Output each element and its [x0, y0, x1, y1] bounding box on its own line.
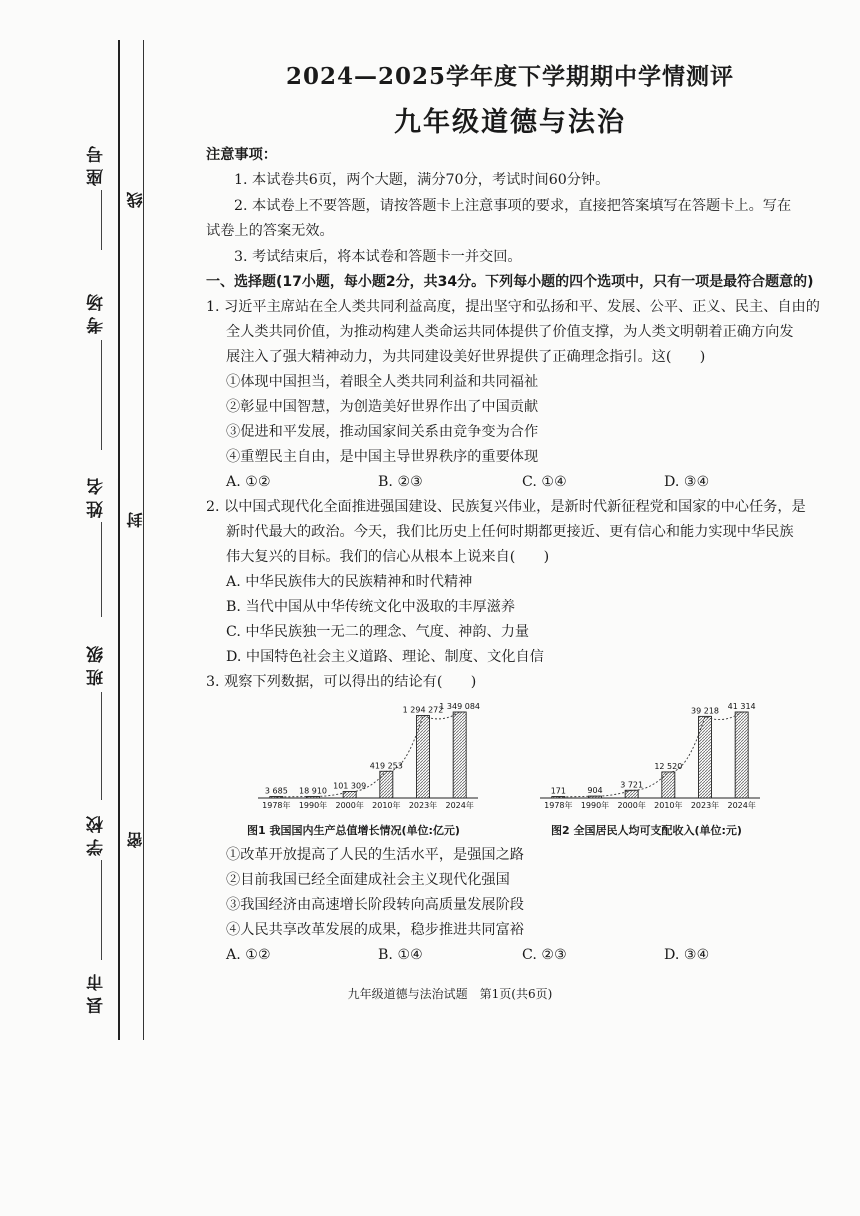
notice-item-2-cont: 试卷上的答案无效。 — [206, 223, 334, 239]
chart-2-category-label-0: 1978年 — [544, 801, 573, 810]
chart-gdp-caption: 图1 我国国内生产总值增长情况(单位:亿元) — [247, 824, 460, 837]
chart-2-value-label-3: 12 520 — [654, 761, 683, 771]
q1-stem-line-3: 展注入了强大精神动力，为共同建设美好世界提供了正确理念指引。这( ) — [226, 349, 706, 365]
chart-2-category-label-5: 2024年 — [727, 801, 756, 810]
q2-option-c: C. 中华民族独一无二的理念、气度、神韵、力量 — [226, 624, 530, 640]
chart-2-bar-3 — [662, 772, 675, 798]
q1-stem-line-1: 1. 习近平主席站在全人类共同利益高度，提出坚守和弘扬和平、发展、公平、正义、民主、自由的 — [206, 299, 820, 315]
name-blank — [101, 522, 102, 617]
exam-room-blank — [101, 340, 102, 450]
chart-1-category-label-1: 1990年 — [298, 801, 328, 810]
q2-stem-line-2: 新时代最大的政治。今天，我们比历史上任何时期都更接近、更有信心和能力实现中华民族 — [226, 524, 794, 540]
seal-char-line: 线 — [126, 192, 145, 208]
notice-item-2: 2. 本试卷上不要答题，请按答题卡上注意事项的要求，直接把答案填写在答题卡上。写在 — [234, 198, 792, 214]
q1-statement-1: ①体现中国担当，着眼全人类共同利益和共同福祉 — [226, 374, 539, 390]
q1-statement-2: ②彰显中国智慧，为创造美好世界作出了中国贡献 — [226, 399, 539, 415]
seat-number-blank — [101, 190, 102, 250]
class-label: 班级 — [87, 640, 107, 686]
seat-number-label: 座号 — [87, 140, 107, 186]
chart-2-category-label-4: 2023年 — [690, 801, 720, 810]
q2-stem-line-3: 伟大复兴的目标。我们的信心从根本上说来自( ) — [226, 549, 550, 565]
chart-2-value-label-1: 904 — [587, 786, 603, 796]
q1-statement-4: ④重塑民主自由，是中国主导世界秩序的重要体现 — [226, 449, 539, 465]
chart-2-value-label-0: 171 — [550, 786, 566, 796]
chart-2-bar-5 — [735, 712, 748, 798]
q1-statement-3: ③促进和平发展，推动国家间关系由竞争变为合作 — [226, 424, 539, 440]
q3-statement-1: ①改革开放提高了人民的生活水平，是强国之路 — [226, 847, 524, 863]
q3-statement-3: ③我国经济由高速增长阶段转向高质量发展阶段 — [226, 897, 524, 913]
chart-gdp — [258, 700, 481, 816]
notice-item-1: 1. 本试卷共6页，两个大题，满分70分，考试时间60分钟。 — [234, 172, 610, 188]
chart-1-value-label-4: 1 294 272 — [402, 705, 444, 715]
exam-subject: 九年级道德与法治 — [394, 107, 626, 138]
q1-option-d: D. ③④ — [664, 474, 710, 490]
chart-gdp-svg — [258, 700, 481, 812]
chart-2-trend-line — [558, 712, 741, 797]
q1-option-c: C. ①④ — [522, 474, 567, 490]
chart-1-category-label-5: 2024年 — [445, 801, 474, 810]
chart-2-category-label-1: 1990年 — [580, 801, 610, 810]
chart-2-category-label-2: 2000年 — [617, 801, 646, 810]
chart-1-value-label-2: 101 309 — [333, 781, 367, 791]
chart-2-value-label-4: 39 218 — [691, 706, 719, 716]
chart-1-category-label-4: 2023年 — [408, 801, 438, 810]
chart-income — [540, 700, 760, 816]
school-label: 学校 — [87, 810, 107, 856]
chart-income-svg — [540, 700, 760, 812]
seal-char-seal: 封 — [126, 512, 145, 528]
chart-1-value-label-0: 3 685 — [264, 786, 288, 796]
chart-1-bar-4 — [417, 715, 430, 798]
chart-2-value-label-2: 3 721 — [620, 780, 644, 790]
exam-room-label: 考场 — [87, 288, 107, 334]
q2-option-b: B. 当代中国从中华传统文化中汲取的丰厚滋养 — [226, 599, 516, 615]
chart-2-value-label-5: 41 314 — [727, 702, 756, 711]
q2-option-a: A. 中华民族伟大的民族精神和时代精神 — [226, 574, 473, 590]
seal-char-secret: 密 — [126, 832, 145, 848]
q3-option-c: C. ②③ — [522, 947, 567, 963]
chart-1-value-label-1: 18 910 — [299, 786, 327, 796]
q3-stem: 3. 观察下列数据，可以得出的结论有( ) — [206, 674, 477, 690]
county-label: 县市 — [87, 968, 107, 1014]
binding-line-outer — [118, 40, 120, 1040]
name-label: 姓名 — [87, 472, 107, 518]
chart-1-trend-line — [276, 712, 459, 797]
q3-option-d: D. ③④ — [664, 947, 710, 963]
exam-title: 2024—2025学年度下学期期中学情测评 — [285, 63, 735, 90]
q3-statement-2: ②目前我国已经全面建成社会主义现代化强国 — [226, 872, 510, 888]
chart-1-value-label-3: 419 253 — [369, 761, 403, 771]
chart-1-bar-5 — [453, 712, 466, 798]
chart-1-category-label-2: 2000年 — [335, 801, 364, 810]
chart-income-caption: 图2 全国居民人均可支配收入(单位:元) — [551, 824, 742, 837]
q2-option-d: D. 中国特色社会主义道路、理论、制度、文化自信 — [226, 649, 544, 665]
q3-option-b: B. ①④ — [378, 947, 423, 963]
q2-stem-line-1: 2. 以中国式现代化全面推进强国建设、民族复兴伟业，是新时代新征程党和国家的中心任务，是 — [206, 499, 806, 515]
class-blank — [101, 692, 102, 800]
section-heading: 一、选择题(17小题，每小题2分，共34分。下列每小题的四个选项中，只有一项是最符合题意的) — [206, 274, 814, 290]
q3-statement-4: ④人民共享改革发展的成果，稳步推进共同富裕 — [226, 922, 524, 938]
chart-1-value-label-5: 1 349 084 — [439, 702, 481, 711]
q1-option-b: B. ②③ — [378, 474, 423, 490]
chart-1-category-label-3: 2010年 — [372, 801, 401, 810]
q1-option-a: A. ①② — [226, 474, 271, 490]
chart-2-category-label-3: 2010年 — [654, 801, 683, 810]
binding-line-inner — [143, 40, 144, 1040]
notice-heading: 注意事项： — [206, 147, 277, 163]
chart-1-category-label-0: 1978年 — [262, 801, 291, 810]
page-footer: 九年级道德与法治试题 第1页(共6页) — [347, 987, 553, 1001]
notice-item-3: 3. 考试结束后，将本试卷和答题卡一并交回。 — [234, 249, 522, 265]
q1-stem-line-2: 全人类共同价值，为推动构建人类命运共同体提供了价值支撑，为人类文明朝着正确方向发 — [226, 324, 794, 340]
school-blank — [101, 860, 102, 960]
q3-option-a: A. ①② — [226, 947, 271, 963]
chart-1-bar-3 — [380, 771, 393, 798]
